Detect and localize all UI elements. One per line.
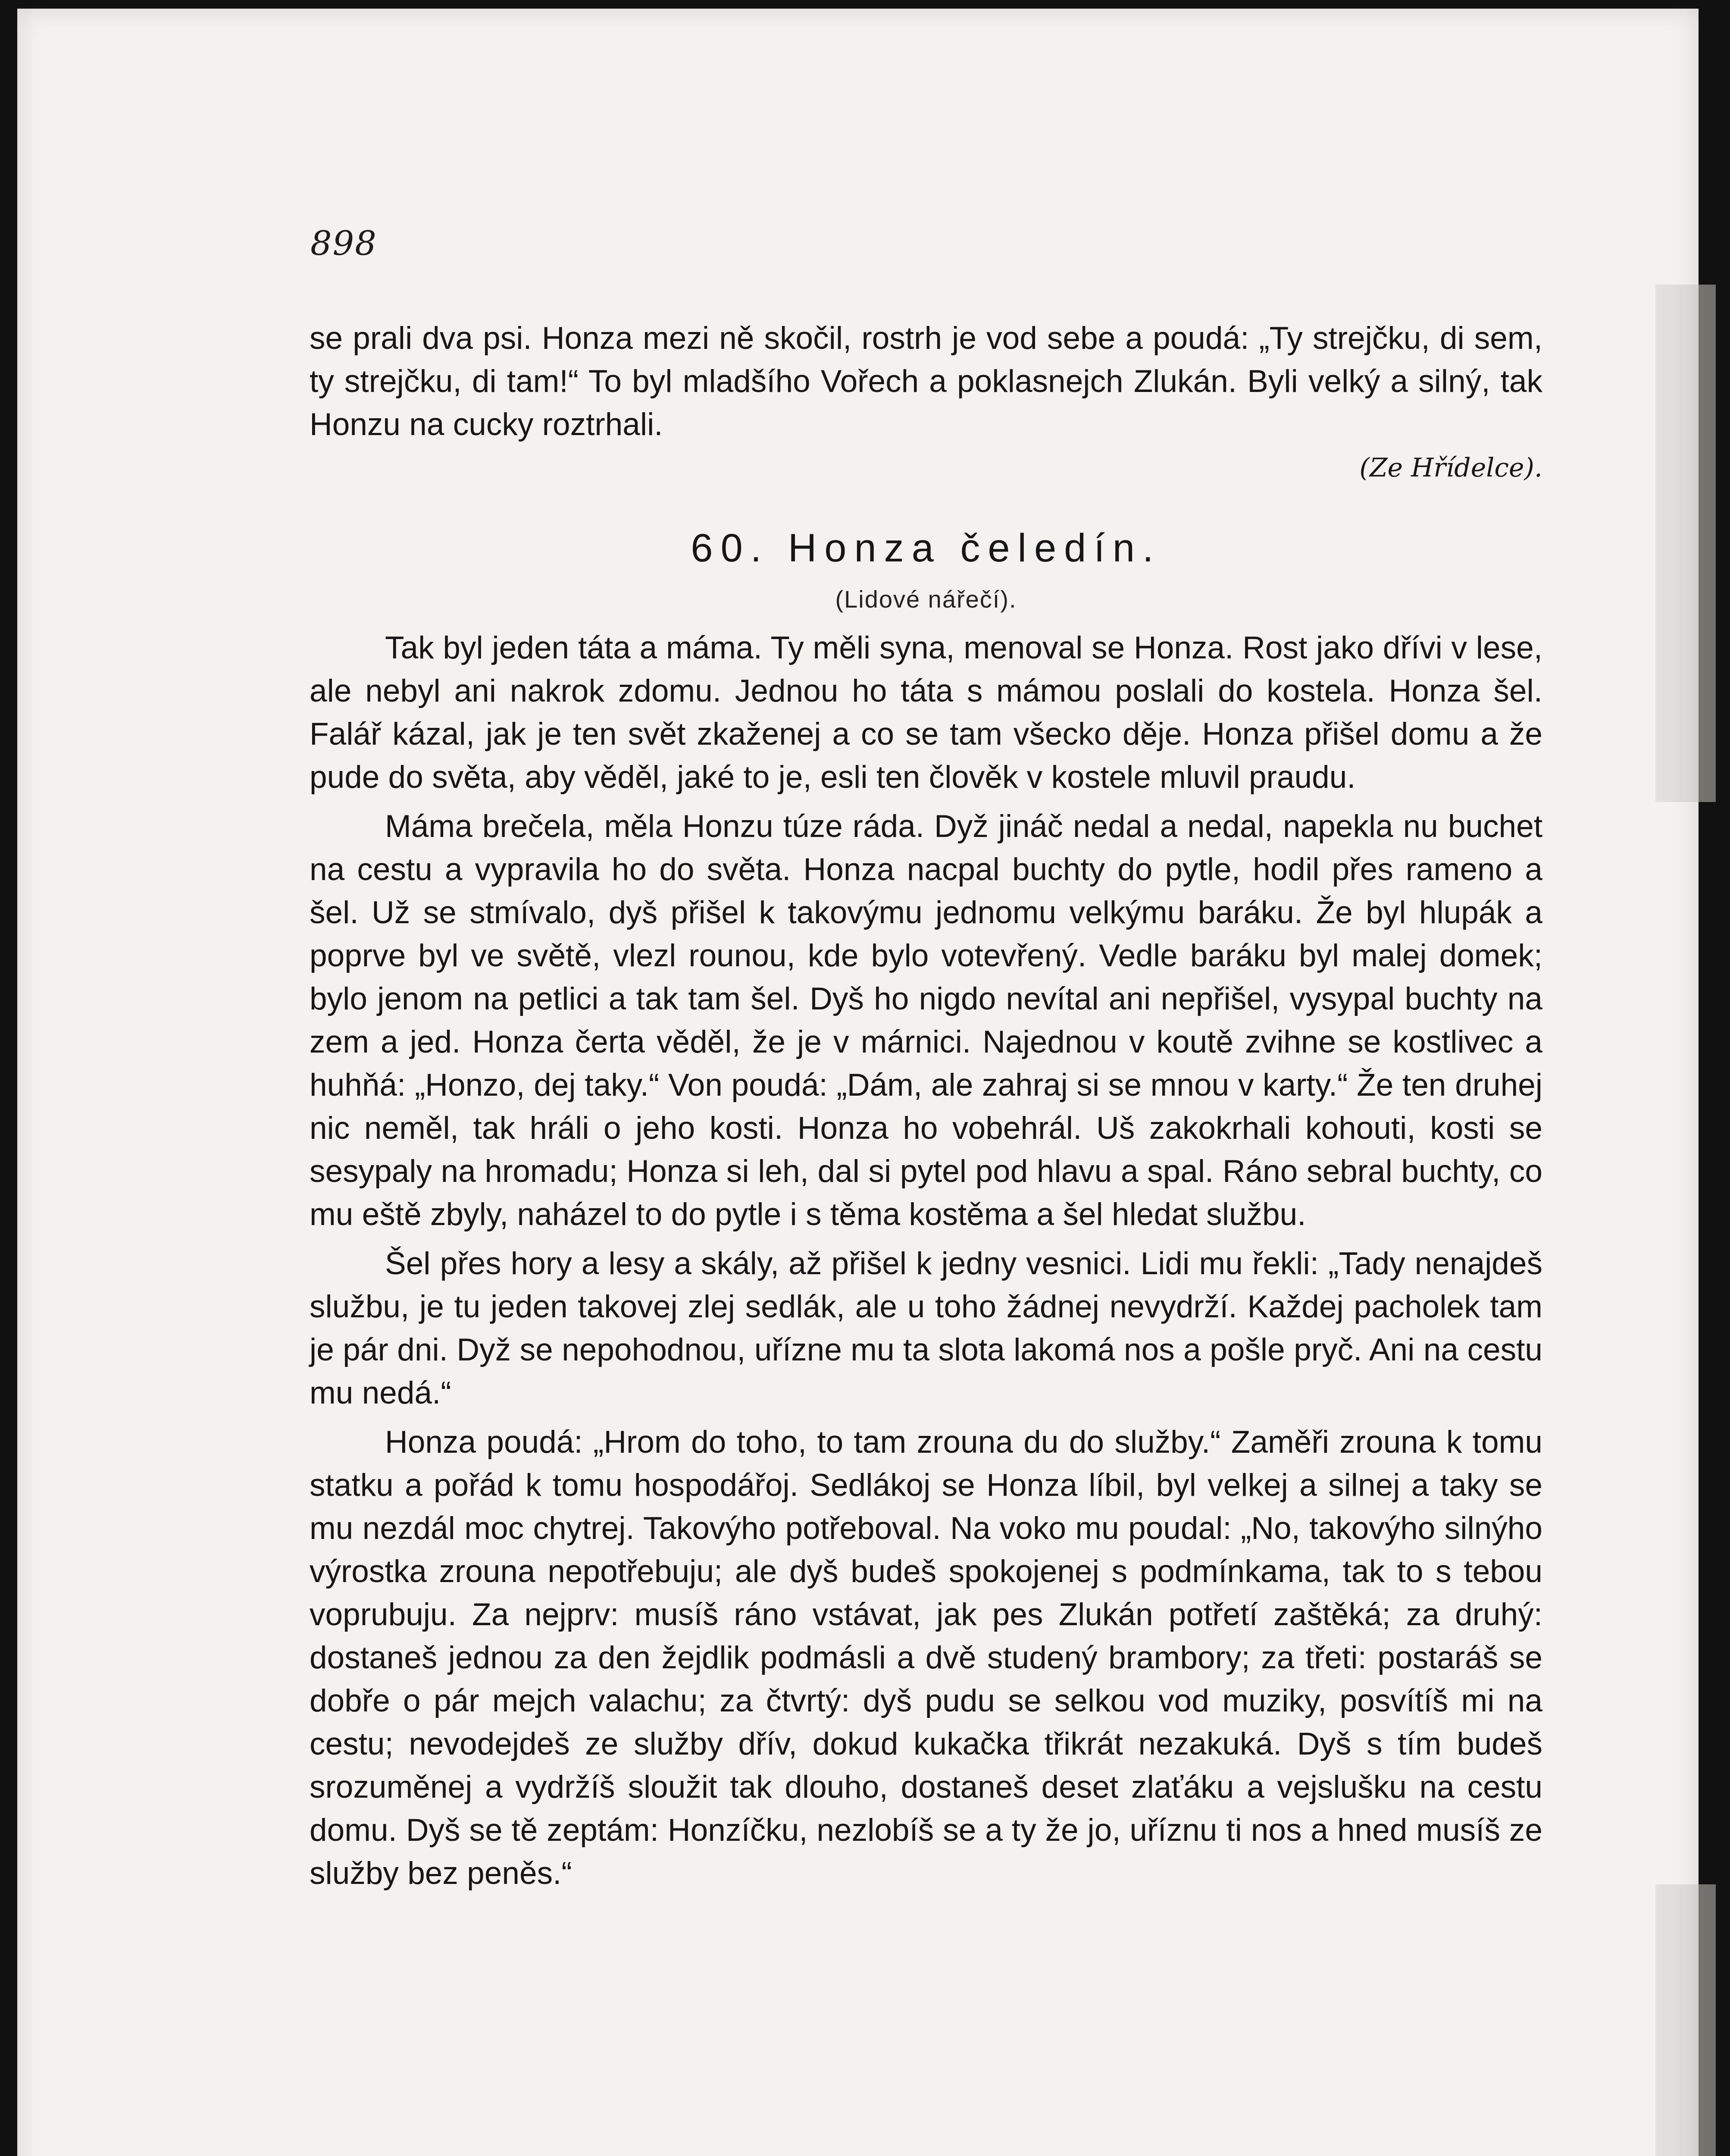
- page-text: [310, 317, 1542, 1895]
- page-edge-shadow-lower: [1655, 1884, 1716, 2156]
- story-paragraph-1: Tak byl jeden táta a máma. Ty měli syna, menoval se Honza. Rost jako dřívi v lese, ale nebyl ani nakrok zdomu. Jednou ho táta s mámou poslali do kostela. Honza šel. Falář kázal, jak je ten svět zkaženej a co se tam všecko děje. Honza přišel domu a že pude do světa, aby věděl, jaké to je, esli ten člověk v kostele mluvil praudu.: [310, 630, 1542, 795]
- story-paragraph-3: Šel přes hory a lesy a skály, až přišel k jedny vesnici. Lidi mu řekli: „Tady nenajdeš službu, je tu jeden takovej zlej sedlák, ale u toho žádnej nevydrží. Každej pacholek tam je pár dni. Dyž se nepohodnou, uřízne mu ta slota lakomá nos a pošle pryč. Ani na cestu mu nedá.“: [310, 1246, 1542, 1410]
- continuation-paragraph: se prali dva psi. Honza mezi ně skočil, rostrh je vod sebe a poudá: „Ty strejčku, di sem, ty strejčku, di tam!“ To byl mladšího Vořech a poklasnejch Zlukán. Byli velký a silný, tak Honzu na cucky roztrhali.: [310, 321, 1542, 442]
- page-edge-shadow: [1655, 285, 1716, 802]
- story-title: 60. Honza čeledín.: [691, 526, 1161, 570]
- source-attribution: (Ze Hřídelce).: [1359, 453, 1542, 483]
- story-paragraph-4: Honza poudá: „Hrom do toho, to tam zrouna du do služby.“ Zaměři zrouna k tomu statku a pořád k tomu hospodářoj. Sedlákoj se Honza líbil, byl velkej a silnej a taky se mu nezdál moc chytrej. Takovýho potřeboval. Na voko mu poudal: „No, takovýho silnýho výrostka zrouna nepotřebuju; ale dyš budeš spokojenej s podmínkama, tak to s tebou voprubuju. Za nejprv: musíš ráno vstávat, jak pes Zlukán potřetí zaštěká; za druhý: dostaneš jednou za den žejdlik podmásli a dvě studený brambory; za třeti: postaráš se dobře o pár mejch valachu; za čtvrtý: dyš pudu se selkou vod muziky, posvítíš mi na cestu; nevodejdeš ze služby dřív, dokud kukačka třikrát nezakuká. Dyš s tím budeš srozuměnej a vydržíš sloužit tak dlouho, dostaneš deset zlaťáku a vejslušku na cestu domu. Dyš se tě zeptám: Honzíčku, nezlobíš se a ty že jo, uříznu ti nos a hned musíš ze služby bez peněs.“: [310, 1425, 1542, 1891]
- page-number: 898: [310, 224, 377, 263]
- story-paragraph-2: Máma brečela, měla Honzu túze ráda. Dyž jináč nedal a nedal, napekla nu buchet na cestu a vypravila ho do světa. Honza nacpal buchty do pytle, hodil přes rameno a šel. Už se stmívalo, dyš přišel k takovýmu jednomu velkýmu baráku. Že byl hlupák a poprve byl ve světě, vlezl rounou, kde bylo votevřený. Vedle baráku byl malej domek; bylo jenom na petlici a tak tam šel. Dyš ho nigdo nevítal ani nepřišel, vysypal buchty na zem a jed. Honza čerta věděl, že je v márnici. Najednou v koutě zvihne se kostlivec a huhňá: „Honzo, dej taky.“ Von poudá: „Dám, ale zahraj si se mnou v karty.“ Že ten druhej nic neměl, tak hráli o jeho kosti. Honza ho vobehrál. Uš zakokrhali kohouti, kosti se sesypaly na hromadu; Honza si leh, dal si pytel pod hlavu a spal. Ráno sebral buchty, co mu eště zbyly, naházel to do pytle i s těma kostěma a šel hledat službu.: [310, 809, 1542, 1232]
- story-subtitle: (Lidové nářečí).: [835, 586, 1017, 613]
